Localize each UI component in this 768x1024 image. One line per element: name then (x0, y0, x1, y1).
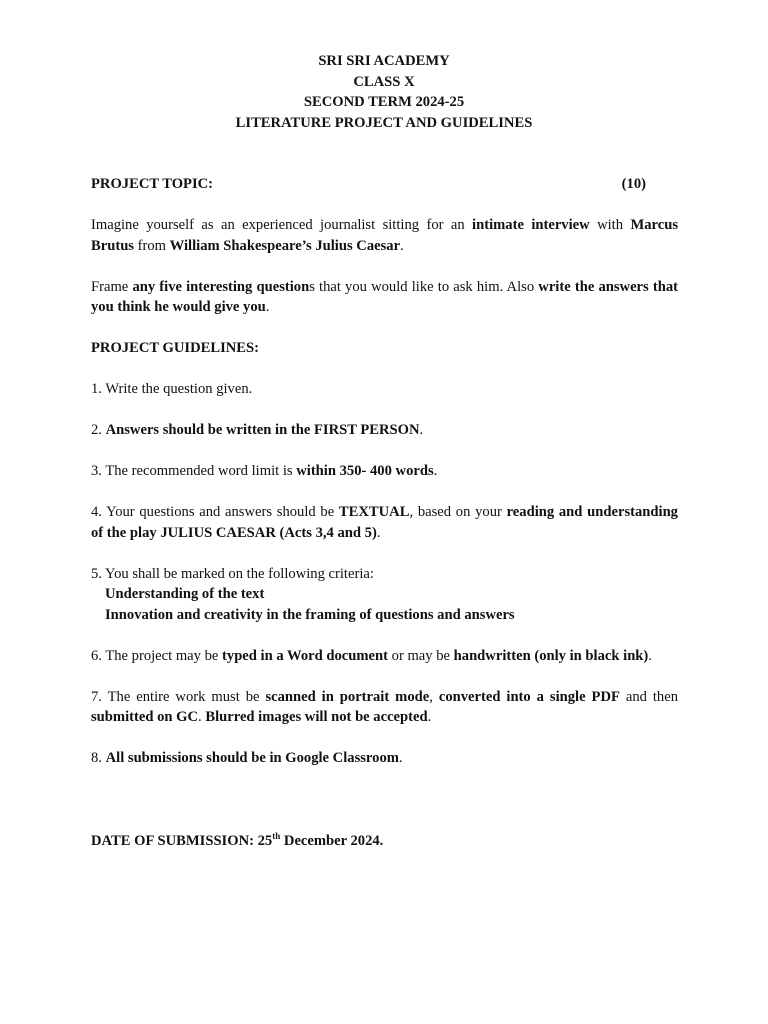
guideline-4: 4. Your questions and answers should be TEXTUAL, based on your reading and understanding of the play JULIUS CAESAR (Acts 3,4 and 5). (91, 504, 678, 541)
project-topic-label: PROJECT TOPIC: (91, 176, 214, 192)
topic-paragraph-2: Frame any five interesting questions that you would like to ask him. Also write the answers that you think he would give you. (91, 278, 678, 315)
guideline-8: 8. All submissions should be in Google Classroom. (91, 750, 403, 766)
topic-paragraph-1: Imagine yourself as an experienced journalist sitting for an intimate interview with Marcus Brutus from William Shakespeare’s Julius Caesar. (91, 217, 678, 254)
class-name: CLASS X (353, 73, 415, 90)
guideline-2: 2. Answers should be written in the FIRST PERSON. (91, 422, 424, 438)
guideline-3: 3. The recommended word limit is within 350- 400 words. (91, 463, 438, 479)
document-title: LITERATURE PROJECT AND GUIDELINES (235, 114, 533, 131)
guidelines-heading: PROJECT GUIDELINES: (91, 340, 259, 356)
document-header (0, 51, 768, 133)
project-topic-marks: (10) (621, 176, 646, 192)
guideline-5-intro: 5. You shall be marked on the following criteria: (91, 565, 374, 582)
project-topic-heading (91, 174, 678, 195)
guideline-1: 1. Write the question given. (91, 381, 253, 397)
guideline-5 (91, 564, 678, 626)
submission-date: DATE OF SUBMISSION: 25th December 2024. (91, 831, 384, 849)
criterion-1: Understanding of the text (105, 586, 265, 602)
guideline-6: 6. The project may be typed in a Word document or may be handwritten (only in black ink). (91, 647, 652, 664)
term-name: SECOND TERM 2024-25 (303, 94, 465, 110)
criterion-2: Innovation and creativity in the framing of questions and answers (105, 606, 515, 623)
document-body (91, 174, 678, 769)
school-name: SRI SRI ACADEMY (318, 53, 450, 69)
guideline-7: 7. The entire work must be scanned in portrait mode, converted into a single PDF and then submitted on GC. Blurred images will not be accepted. (91, 688, 678, 725)
